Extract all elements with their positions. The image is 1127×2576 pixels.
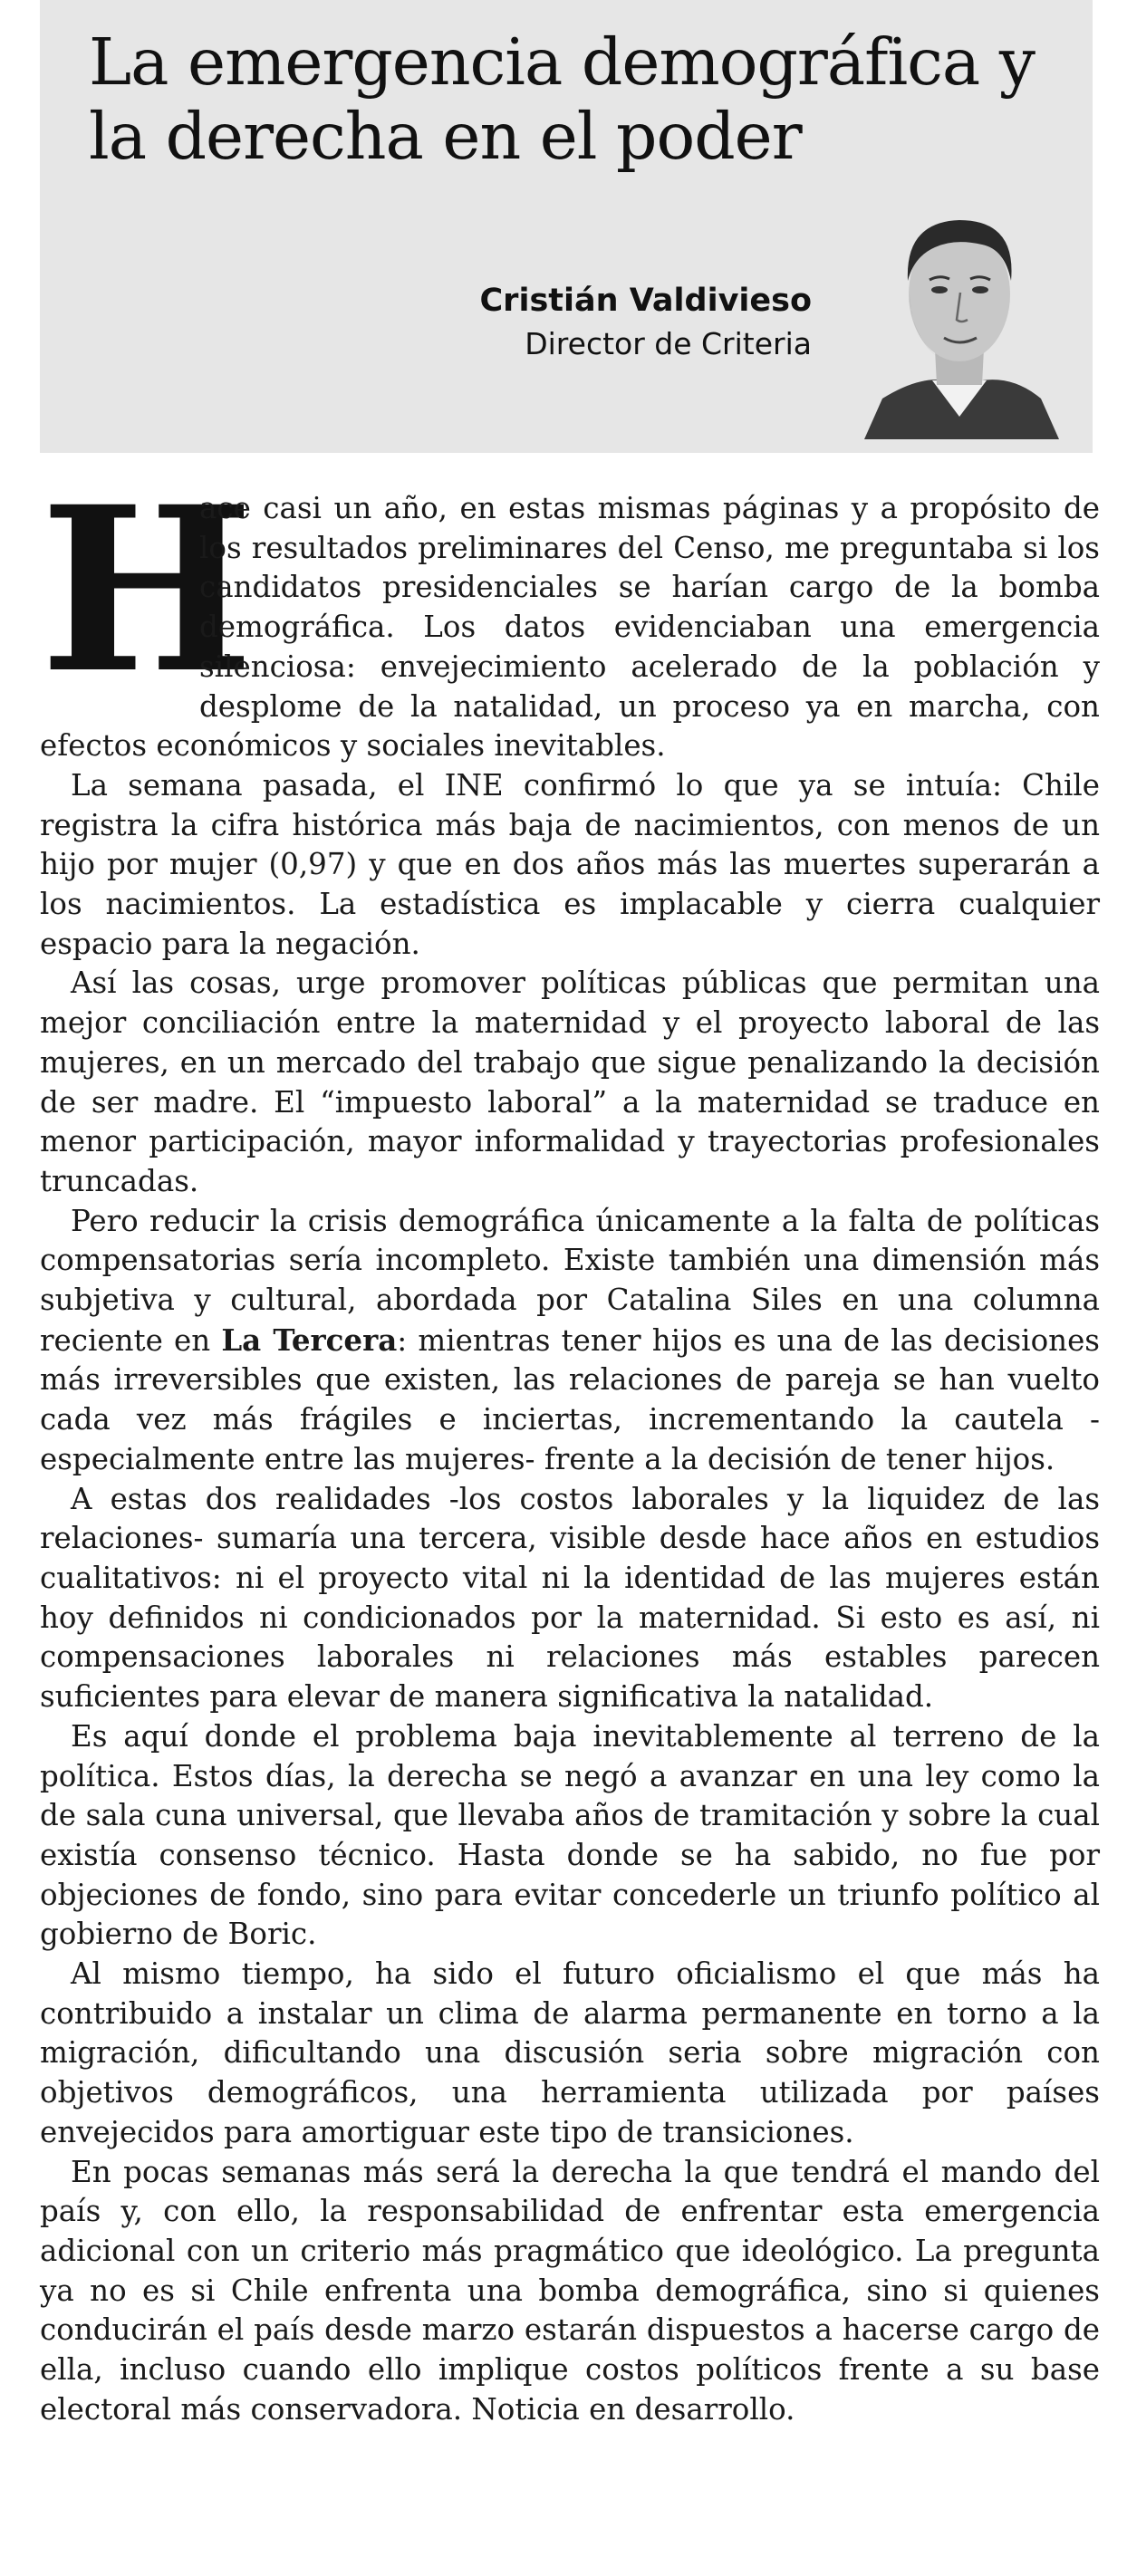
newspaper-name: La Tercera (221, 1322, 398, 1358)
paragraph-4: Pero reducir la crisis demográfica únicamente a la falta de políticas compensatorias sería incompleto. Existe también una dimensión más subjetiva y cultural, abordada por Catalina Siles en una columna reciente en La Tercera: mientras tener hijos es una de las decisiones más irreversibles que existen, las relaciones de pareja se han vuelto cada vez más frágiles e inciertas, incrementando la cautela -especialmente entre las mujeres- frente a la decisión de tener hijos. (40, 1203, 1100, 1476)
author-role: Director de Criteria (525, 326, 812, 361)
paragraph-7: Al mismo tiempo, ha sido el futuro oficialismo el que más ha contribuido a instalar un clima de alarma permanente en torno a la migración, dificultando una discusión seria sobre migración con objetivos demográficos, una herramienta utilizada por países envejecidos para amortiguar este tipo de transiciones. (40, 1956, 1100, 2149)
paragraph-6: Es aquí donde el problema baja inevitablemente al terreno de la política. Estos días, la derecha se negó a avanzar en una ley como la de sala cuna universal, que llevaba años de tramitación y sobre la cual existía consenso técnico. Hasta donde se ha sabido, no fue por objeciones de fondo, sino para evitar concederle un triunfo político al gobierno de Boric. (40, 1718, 1100, 1952)
paragraph-1: H ace casi un año, en estas mismas páginas y a propósito de los resultados preliminares del Censo, me preguntaba si los candidatos presidenciales se harían cargo de la bomba demográfica. Los datos evidenciaban una emergencia silenciosa: envejecimiento acelerado de la población y desplome de la natalidad, un proceso ya en marcha, con efectos económicos y sociales inevitables. (40, 457, 1100, 764)
article-header (40, 0, 1093, 453)
author-portrait (855, 195, 1064, 439)
paragraph-2: La semana pasada, el INE confirmó lo que ya se intuía: Chile registra la cifra histórica más baja de nacimientos, con menos de un hijo por mujer (0,97) y que en dos años más las muertes superarán a los nacimientos. La estadística es implacable y cierra cualquier espacio para la negación. (40, 767, 1100, 961)
paragraph-3: Así las cosas, urge promover políticas públicas que permitan una mejor conciliación entre la maternidad y el proyecto laboral de las mujeres, en un mercado del trabajo que sigue penalizando la decisión de ser madre. El “impuesto laboral” a la maternidad se traduce en menor participación, mayor informalidad y trayectorias profesionales truncadas. (40, 966, 1100, 1198)
article-body (40, 457, 1100, 2429)
paragraph-8: En pocas semanas más será la derecha la que tendrá el mando del país y, con ello, la responsabilidad de enfrentar esta emergencia adicional con un criterio más pragmático que ideológico. La pregunta ya no es si Chile enfrenta una bomba demográfica, sino si quienes conducirán el país desde marzo estarán dispuestos a hacerse cargo de ella, incluso cuando ello implique costos políticos frente a su base electoral más conservadora. Noticia en desarrollo. (40, 2154, 1100, 2427)
author-name: Cristián Valdivieso (479, 283, 812, 319)
headline: La emergencia demográfica y la derecha en el poder (89, 24, 1035, 174)
drop-cap: H (40, 457, 255, 723)
paragraph-5: A estas dos realidades -los costos laborales y la liquidez de las relaciones- sumaría una tercera, visible desde hace años en estudios cualitativos: ni el proyecto vital ni la identidad de las mujeres están hoy definidos ni condicionados por la maternidad. Si esto es así, ni compensaciones laborales ni relaciones más estables parecen suficientes para elevar de manera significativa la natalidad. (40, 1481, 1100, 1715)
